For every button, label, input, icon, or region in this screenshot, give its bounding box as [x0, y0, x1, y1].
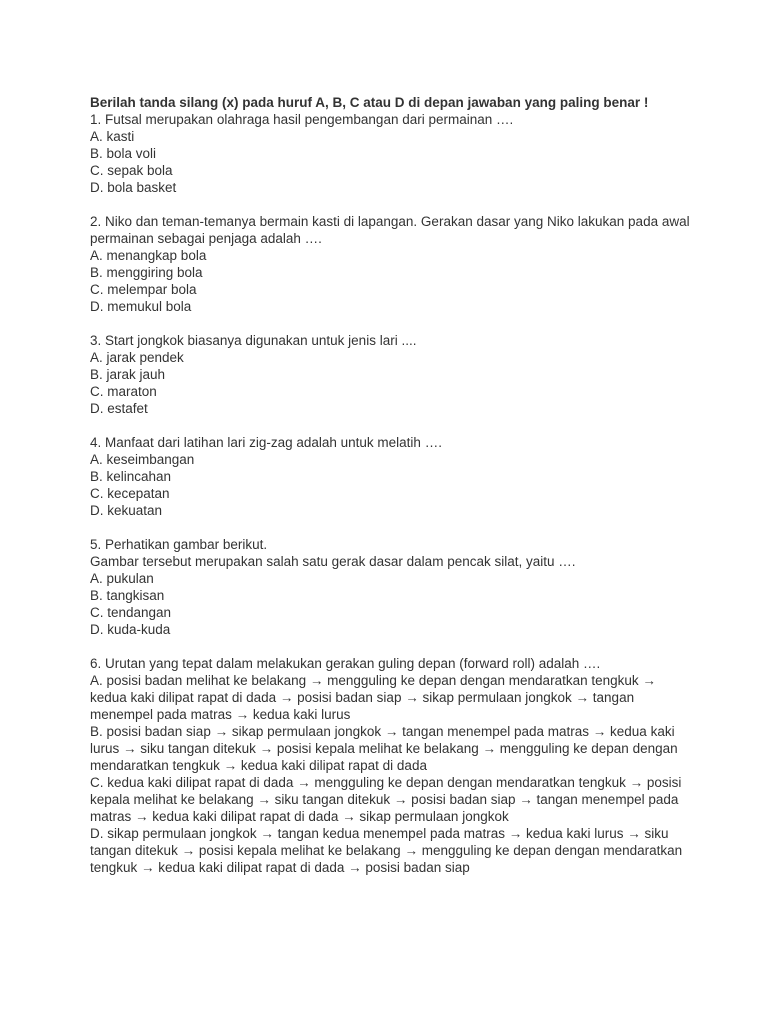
- answer-option-b: B. posisi badan siap → sikap permulaan jongkok → tangan menempel pada matras → kedua kaki lurus → siku tangan ditekuk → posisi kepala melihat ke belakang → mengguling ke depan dengan mendaratkan tengkuk → kedua kaki dilipat rapat di dada: [90, 724, 678, 773]
- answer-option-c: C. melempar bola: [90, 282, 197, 297]
- answer-option-b: B. kelincahan: [90, 469, 172, 484]
- question-3: [90, 332, 690, 417]
- answer-option-d: D. kekuatan: [90, 503, 163, 518]
- answer-option-d: D. sikap permulaan jongkok → tangan kedua menempel pada matras → kedua kaki lurus → siku tangan ditekuk → posisi kepala melihat ke belakang → mengguling ke depan dengan mendaratkan tengkuk → kedua kaki dilipat rapat di dada → posisi badan siap: [90, 826, 683, 875]
- question-2: [90, 213, 690, 315]
- answer-option-a: A. jarak pendek: [90, 350, 184, 365]
- question-text: Gambar tersebut merupakan salah satu gerak dasar dalam pencak silat, yaitu ….: [90, 554, 576, 569]
- question-4: [90, 434, 690, 519]
- question-text: 4. Manfaat dari latihan lari zig-zag adalah untuk melatih ….: [90, 435, 442, 450]
- answer-option-a: A. kasti: [90, 129, 135, 144]
- answer-option-c: C. tendangan: [90, 605, 172, 620]
- instruction-text: Berilah tanda silang (x) pada huruf A, B, C atau D di depan jawaban yang paling benar !: [90, 95, 649, 110]
- question-1: [90, 111, 690, 196]
- answer-option-a: A. menangkap bola: [90, 248, 207, 263]
- answer-option-b: B. menggiring bola: [90, 265, 203, 280]
- answer-option-c: C. maraton: [90, 384, 157, 399]
- answer-option-d: D. bola basket: [90, 180, 177, 195]
- document-page: [90, 94, 690, 893]
- question-text: 6. Urutan yang tepat dalam melakukan gerakan guling depan (forward roll) adalah ….: [90, 656, 601, 671]
- answer-option-c: C. kedua kaki dilipat rapat di dada → mengguling ke depan dengan mendaratkan tengkuk → posisi kepala melihat ke belakang → siku tangan ditekuk → posisi badan siap → tangan menempel pada matras → kedua kaki dilipat rapat di dada → sikap permulaan jongkok: [90, 775, 682, 824]
- question-list: [90, 111, 690, 876]
- answer-option-a: A. keseimbangan: [90, 452, 195, 467]
- answer-option-b: B. bola voli: [90, 146, 157, 161]
- answer-option-c: C. sepak bola: [90, 163, 173, 178]
- question-5: [90, 536, 690, 638]
- answer-option-b: B. jarak jauh: [90, 367, 166, 382]
- answer-option-d: D. estafet: [90, 401, 148, 416]
- answer-option-a: A. pukulan: [90, 571, 154, 586]
- question-text: 1. Futsal merupakan olahraga hasil pengembangan dari permainan ….: [90, 112, 514, 127]
- question-text: 3. Start jongkok biasanya digunakan untuk jenis lari ....: [90, 333, 417, 348]
- answer-option-a: A. posisi badan melihat ke belakang → mengguling ke depan dengan mendaratkan tengkuk → kedua kaki dilipat rapat di dada → posisi badan siap → sikap permulaan jongkok → tangan menempel pada matras → kedua kaki lurus: [90, 673, 656, 722]
- question-text: 2. Niko dan teman-temanya bermain kasti di lapangan. Gerakan dasar yang Niko lakukan pada awal permainan sebagai penjaga adalah ….: [90, 214, 690, 246]
- answer-option-d: D. memukul bola: [90, 299, 192, 314]
- answer-option-c: C. kecepatan: [90, 486, 170, 501]
- answer-option-b: B. tangkisan: [90, 588, 165, 603]
- answer-option-d: D. kuda-kuda: [90, 622, 171, 637]
- question-6: [90, 655, 690, 876]
- question-text: 5. Perhatikan gambar berikut.: [90, 537, 268, 552]
